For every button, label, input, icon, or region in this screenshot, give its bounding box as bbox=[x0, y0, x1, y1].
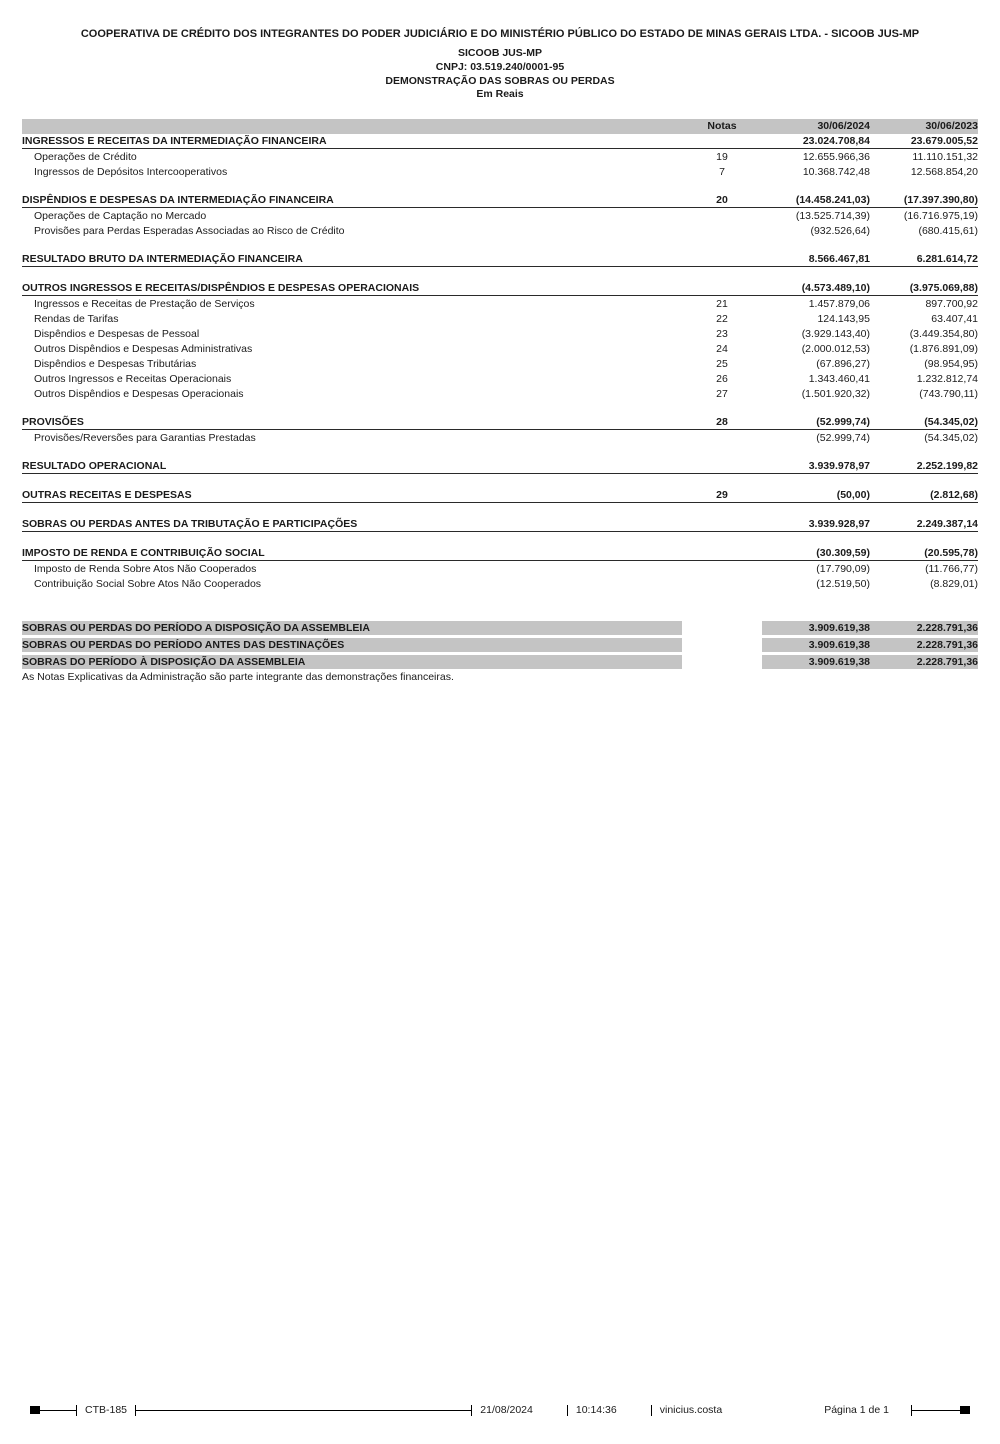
row-value-2023: 6.281.614,72 bbox=[916, 252, 978, 265]
row-value-2024: (30.309,59) bbox=[816, 546, 870, 559]
row-label: DISPÊNDIOS E DESPESAS DA INTERMEDIAÇÃO FINANCEIRA bbox=[22, 193, 334, 206]
row-value-2023: (11.766,77) bbox=[925, 562, 978, 575]
row-label: SOBRAS OU PERDAS DO PERÍODO A DISPOSIÇÃO DA ASSEMBLEIA bbox=[22, 621, 682, 635]
row-label: Dispêndios e Despesas Tributárias bbox=[34, 357, 197, 370]
row-label: OUTROS INGRESSOS E RECEITAS/DISPÊNDIOS E DESPESAS OPERACIONAIS bbox=[22, 281, 420, 294]
column-header-2023: 30/06/2023 bbox=[925, 120, 978, 133]
table-row bbox=[22, 576, 978, 591]
row-label: Ingressos e Receitas de Prestação de Serviços bbox=[34, 297, 255, 310]
table-row bbox=[22, 164, 978, 179]
row-label: SOBRAS OU PERDAS ANTES DA TRIBUTAÇÃO E PARTICIPAÇÕES bbox=[22, 517, 358, 530]
row-label: RESULTADO OPERACIONAL bbox=[22, 459, 167, 472]
footer-user: vinicius.costa bbox=[659, 1404, 723, 1416]
row-value-2024: 23.024.708,84 bbox=[802, 134, 870, 147]
row-label: OUTRAS RECEITAS E DESPESAS bbox=[22, 488, 192, 501]
row-label: Outros Ingressos e Receitas Operacionais bbox=[34, 372, 232, 385]
row-label: Operações de Crédito bbox=[34, 150, 137, 163]
column-header-notas: Notas bbox=[707, 120, 737, 133]
row-nota: 23 bbox=[716, 327, 728, 340]
row-value-2023: 2.228.791,36 bbox=[870, 621, 978, 635]
row-value-2023: (17.397.390,80) bbox=[903, 193, 978, 206]
row-value-2023: 63.407,41 bbox=[931, 312, 978, 325]
cnpj: CNPJ: 03.519.240/0001-95 bbox=[435, 60, 565, 73]
footer-line bbox=[136, 1410, 471, 1411]
currency-note: Em Reais bbox=[476, 88, 524, 101]
row-value-2023: (3.975.069,88) bbox=[909, 281, 978, 294]
table-row bbox=[22, 415, 978, 430]
spacer-row bbox=[22, 532, 978, 546]
row-value-2023: (20.595,78) bbox=[924, 546, 978, 559]
row-label: INGRESSOS E RECEITAS DA INTERMEDIAÇÃO FINANCEIRA bbox=[22, 134, 327, 147]
table-row bbox=[22, 134, 978, 149]
row-label: Imposto de Renda Sobre Atos Não Cooperados bbox=[34, 562, 257, 575]
row-label: PROVISÕES bbox=[22, 415, 84, 428]
row-value-2024: 124.143,95 bbox=[817, 312, 870, 325]
row-nota: 28 bbox=[716, 415, 728, 428]
table-row bbox=[22, 281, 978, 296]
footer-line bbox=[40, 1410, 76, 1411]
row-value-2024: 8.566.467,81 bbox=[808, 252, 870, 265]
report-title: DEMONSTRAÇÃO DAS SOBRAS OU PERDAS bbox=[385, 74, 615, 87]
table-row bbox=[22, 653, 978, 669]
spacer-row bbox=[22, 474, 978, 488]
entity-name: SICOOB JUS-MP bbox=[457, 47, 542, 60]
table-row bbox=[22, 459, 978, 474]
row-value-2024: (17.790,09) bbox=[816, 562, 870, 575]
row-value-2024: 3.909.619,38 bbox=[762, 638, 870, 652]
row-nota: 25 bbox=[716, 357, 728, 370]
footer-line bbox=[912, 1410, 960, 1411]
row-value-2023: (98.954,95) bbox=[924, 357, 978, 370]
row-label: SOBRAS OU PERDAS DO PERÍODO ANTES DAS DESTINAÇÕES bbox=[22, 638, 682, 652]
footer-page-number: Página 1 de 1 bbox=[824, 1404, 889, 1416]
row-label: Outros Dispêndios e Despesas Operacionais bbox=[34, 387, 244, 400]
row-label: Provisões/Reversões para Garantias Prestadas bbox=[34, 431, 256, 444]
spacer-row bbox=[22, 445, 978, 459]
footer-right-mark bbox=[960, 1406, 970, 1414]
row-label: Dispêndios e Despesas de Pessoal bbox=[34, 327, 200, 340]
row-label: Operações de Captação no Mercado bbox=[34, 209, 207, 222]
report-table bbox=[22, 119, 978, 669]
footnote: As Notas Explicativas da Administração são parte integrante das demonstrações financeiras. bbox=[22, 670, 454, 683]
row-value-2024: 3.939.928,97 bbox=[808, 517, 870, 530]
table-row bbox=[22, 341, 978, 356]
table-row bbox=[22, 311, 978, 326]
row-value-2024: (52.999,74) bbox=[816, 431, 870, 444]
table-row bbox=[22, 386, 978, 401]
row-value-2023: 2.252.199,82 bbox=[916, 459, 978, 472]
row-value-2023: (2.812,68) bbox=[930, 488, 978, 501]
row-nota: 24 bbox=[716, 342, 728, 355]
row-value-2024: 10.368.742,48 bbox=[802, 165, 870, 178]
table-row bbox=[22, 208, 978, 223]
row-label: Ingressos de Depósitos Intercooperativos bbox=[34, 165, 228, 178]
row-value-2024: (67.896,27) bbox=[816, 357, 870, 370]
spacer-row bbox=[22, 401, 978, 415]
table-body bbox=[22, 134, 978, 669]
row-value-2023: 1.232.812,74 bbox=[916, 372, 978, 385]
table-row bbox=[22, 561, 978, 576]
row-value-2024: (2.000.012,53) bbox=[801, 342, 870, 355]
row-value-2023: 23.679.005,52 bbox=[910, 134, 978, 147]
table-row bbox=[22, 430, 978, 445]
row-value-2024: (52.999,74) bbox=[816, 415, 870, 428]
row-value-2024: (4.573.489,10) bbox=[801, 281, 870, 294]
row-value-2024: (932.526,64) bbox=[810, 224, 870, 237]
row-value-2023: 11.110.151,32 bbox=[912, 150, 978, 163]
row-value-2023: (743.790,11) bbox=[919, 387, 978, 400]
row-value-2024: 12.655.966,36 bbox=[802, 150, 870, 163]
table-row bbox=[22, 223, 978, 238]
row-value-2024: (12.519,50) bbox=[816, 577, 870, 590]
spacer-row bbox=[22, 605, 978, 619]
row-label: SOBRAS DO PERÍODO À DISPOSIÇÃO DA ASSEMBLEIA bbox=[22, 655, 682, 669]
table-row bbox=[22, 619, 978, 635]
spacer-row bbox=[22, 238, 978, 252]
table-row bbox=[22, 517, 978, 532]
row-value-2023: (8.829,01) bbox=[930, 577, 978, 590]
row-value-2023: 2.228.791,36 bbox=[870, 638, 978, 652]
table-row bbox=[22, 636, 978, 652]
table-row bbox=[22, 149, 978, 164]
row-nota: 26 bbox=[716, 372, 728, 385]
table-row bbox=[22, 193, 978, 208]
row-value-2023: (3.449.354,80) bbox=[909, 327, 978, 340]
footer-time: 10:14:36 bbox=[575, 1404, 617, 1416]
row-value-2023: (54.345,02) bbox=[924, 431, 978, 444]
table-row bbox=[22, 371, 978, 386]
row-value-2023: 897.700,92 bbox=[925, 297, 978, 310]
row-label: Contribuição Social Sobre Atos Não Cooperados bbox=[34, 577, 262, 590]
row-value-2024: 1.457.879,06 bbox=[808, 297, 870, 310]
row-value-2023: (16.716.975,19) bbox=[903, 209, 978, 222]
row-value-2024: (13.525.714,39) bbox=[795, 209, 870, 222]
row-value-2024: 3.939.978,97 bbox=[808, 459, 870, 472]
row-value-2024: 3.909.619,38 bbox=[762, 655, 870, 669]
table-row bbox=[22, 296, 978, 311]
spacer-row bbox=[22, 591, 978, 605]
row-value-2024: (50,00) bbox=[836, 488, 870, 501]
row-value-2023: 2.228.791,36 bbox=[870, 655, 978, 669]
footer-date: 21/08/2024 bbox=[480, 1404, 533, 1416]
row-value-2024: (1.501.920,32) bbox=[801, 387, 870, 400]
row-label: Outros Dispêndios e Despesas Administrativas bbox=[34, 342, 253, 355]
row-value-2023: (680.415,61) bbox=[918, 224, 978, 237]
row-nota: 29 bbox=[716, 488, 728, 501]
column-header-2024: 30/06/2024 bbox=[817, 120, 870, 133]
table-row bbox=[22, 488, 978, 503]
row-label: IMPOSTO DE RENDA E CONTRIBUIÇÃO SOCIAL bbox=[22, 546, 265, 559]
row-nota: 19 bbox=[716, 150, 728, 163]
spacer-row bbox=[22, 503, 978, 517]
row-value-2023: (54.345,02) bbox=[924, 415, 978, 428]
table-row bbox=[22, 546, 978, 561]
footer-left-mark bbox=[30, 1406, 40, 1414]
row-label: Provisões para Perdas Esperadas Associadas ao Risco de Crédito bbox=[34, 224, 345, 237]
spacer-row bbox=[22, 179, 978, 193]
table-row bbox=[22, 326, 978, 341]
row-value-2024: (14.458.241,03) bbox=[795, 193, 870, 206]
table-header-row bbox=[22, 119, 978, 134]
row-value-2023: 12.568.854,20 bbox=[910, 165, 978, 178]
page-header bbox=[0, 0, 1000, 102]
row-nota: 21 bbox=[716, 297, 728, 310]
row-value-2024: 1.343.460,41 bbox=[808, 372, 870, 385]
cooperative-name: COOPERATIVA DE CRÉDITO DOS INTEGRANTES DO PODER JUDICIÁRIO E DO MINISTÉRIO PÚBLICO DO ESTADO DE MINAS GERAIS LTDA. - SICOOB JUS-MP bbox=[80, 28, 920, 40]
row-nota: 7 bbox=[719, 165, 725, 178]
page-footer bbox=[30, 1404, 970, 1416]
row-value-2024: (3.929.143,40) bbox=[801, 327, 870, 340]
row-label: RESULTADO BRUTO DA INTERMEDIAÇÃO FINANCEIRA bbox=[22, 252, 303, 265]
row-value-2023: (1.876.891,09) bbox=[909, 342, 978, 355]
row-nota: 20 bbox=[716, 193, 728, 206]
row-label: Rendas de Tarifas bbox=[34, 312, 119, 325]
table-row bbox=[22, 356, 978, 371]
row-nota: 22 bbox=[716, 312, 728, 325]
row-value-2024: 3.909.619,38 bbox=[762, 621, 870, 635]
row-nota: 27 bbox=[716, 387, 728, 400]
footer-report-code: CTB-185 bbox=[85, 1404, 128, 1416]
spacer-row bbox=[22, 267, 978, 281]
row-value-2023: 2.249.387,14 bbox=[916, 517, 978, 530]
table-row bbox=[22, 252, 978, 267]
